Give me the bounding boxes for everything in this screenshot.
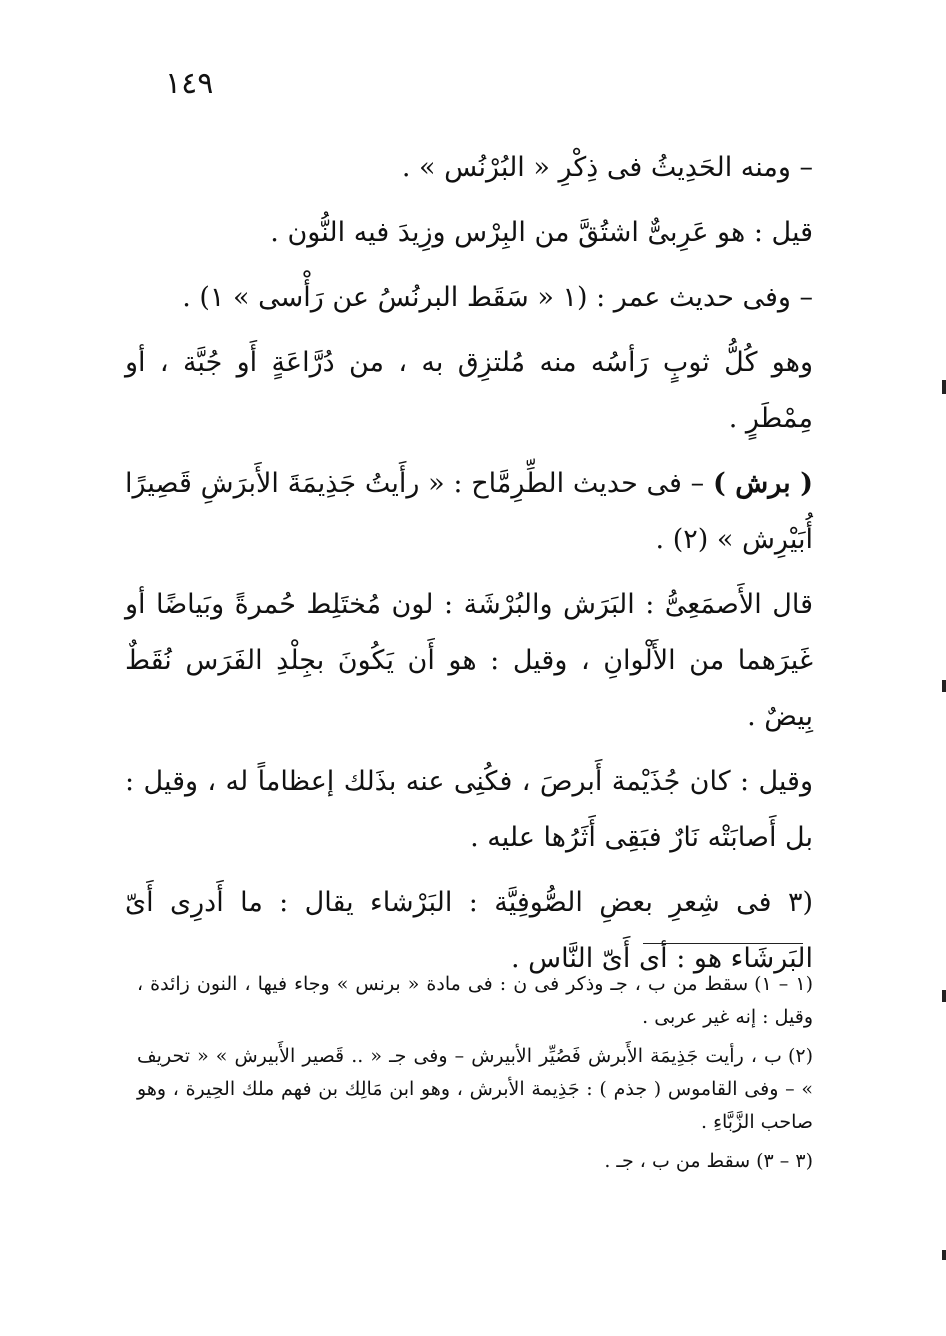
main-text — [125, 140, 813, 996]
footnote — [137, 968, 813, 1034]
footnote — [137, 1145, 813, 1178]
footnote-number: (٢) — [787, 1045, 813, 1067]
footnotes — [137, 968, 813, 1184]
paragraph: – وفى حديث عمر : (١ « سَقَط البرنُسُ عن رَأْسى » ١) . — [182, 282, 813, 313]
footnote-text: سقط من ب ، جـ وذكر فى ن : فى مادة « برنس » وجاء فيها ، النون زائدة ، وقيل : إنه غير عربى . — [137, 973, 813, 1028]
scan-edge-mark — [942, 680, 946, 692]
paragraph: وهو كُلُّ ثوبٍ رَأسُه منه مُلتزِق به ، من دُرَّاعَةٍ أَو جُبَّة ، أو مِمْطَرٍ . — [125, 347, 813, 434]
paragraph-entry-barsh — [125, 456, 813, 568]
footnote-text: ب ، رأيت جَذِيمَة الأَبرش فَصُيِّر الأبيرش – وفى جـ « .. قَصير الأَبيرش » « تحريف » – وفى القاموس ( جذم ) : جَذِيمة الأبرش ، وهو ابن مَالِك بن فهم ملك الحِيرة ، وهو صاحب الزَّبَّاءِ . — [137, 1045, 813, 1133]
paragraph: – ومنه الحَدِيثُ فى ذِكْرِ « البُرْنُس » . — [401, 152, 813, 183]
footnote — [137, 1040, 813, 1139]
scan-edge-mark — [942, 1250, 946, 1260]
entry-heading: ( برش ) — [712, 468, 813, 499]
paragraph: قيل : هو عَرِبىٌّ اشتُقَّ من البِرْس وزِيدَ فيه النُّون . — [270, 217, 813, 248]
paragraph: وقيل : كان جُذَيْمة أَبرصَ ، فكُنِى عنه بذَلك إعظاماً له ، وقيل : بل أَصابَتْه نَارٌ فبَقِى أَثَرُها عليه . — [125, 766, 813, 853]
scan-edge-mark — [942, 380, 946, 394]
footnote-text: سقط من ب ، جـ . — [604, 1150, 751, 1172]
entry-text: – فى حديث الطِّرِمَّاح : « رأَيتُ جَذِيمَةَ الأَبرَشِ قَصِيرًا أُبَيْرِش » (٢) . — [125, 468, 813, 555]
paragraph: قال الأَصمَعِىُّ : البَرَش والبُرْشَة : لون مُختَلِط حُمرةً وبَياضًا أو غَيرَهما من الأَلْوانِ ، وقيل : هو أَن يَكُونَ بجِلْدِ الفَرَس نُقَطٌ بِيضٌ . — [125, 589, 813, 732]
paragraph: (٣ فى شِعرِ بعضِ الصُّوفِيَّة : البَرْشاء يقال : ما أَدرِى أَىّ البَرشَاء هو : أى أَىّ النَّاس . — [125, 887, 813, 974]
page-number: ١٤٩ — [165, 66, 214, 101]
footnote-number: (١ – ١) — [754, 973, 813, 995]
footnote-divider — [643, 943, 803, 944]
scan-edge-mark — [942, 990, 946, 1002]
footnote-number: (٣ – ٣) — [756, 1150, 813, 1172]
